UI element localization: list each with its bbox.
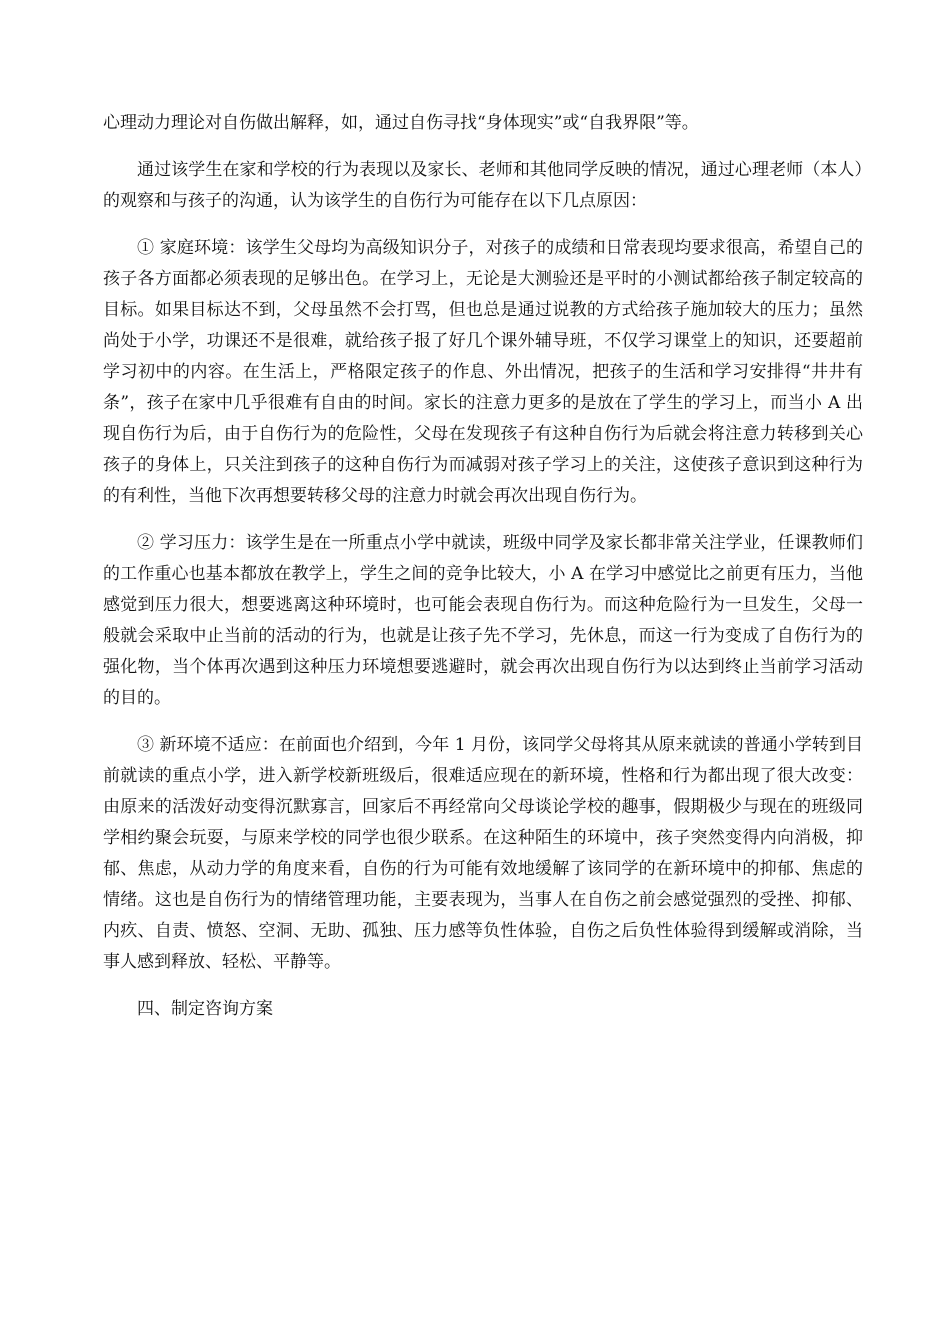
paragraph-family-environment: ① 家庭环境：该学生父母均为高级知识分子，对孩子的成绩和日常表现均要求很高，希望自己的孩子各方面都必须表现的足够出色。在学习上，无论是大测验还是平时的小测试都给孩子制定较高的目标。如果目标达不到，父母虽然不会打骂，但也总是通过说教的方式给孩子施加较大的压力；虽然尚处于小学，功课还不是很难，就给孩子报了好几个课外辅导班，不仅学习课堂上的知识，还要超前学习初中的内容。在生活上，严格限定孩子的作息、外出情况，把孩子的生活和学习安排得“井井有条”，孩子在家中几乎很难有自由的时间。家长的注意力更多的是放在了学生的学习上，而当小 A 出现自伤行为后，由于自伤行为的危险性，父母在发现孩子有这种自伤行为后就会将注意力转移到关心孩子的身体上，只关注到孩子的这种自伤行为而减弱对孩子学习上的关注，这使孩子意识到这种行为的有利性，当他下次再想要转移父母的注意力时就会再次出现自伤行为。 — [103, 238, 863, 506]
paragraph-causes-overview: 通过该学生在家和学校的行为表现以及家长、老师和其他同学反映的情况，通过心理老师（本人）的观察和与孩子的沟通，认为该学生的自伤行为可能存在以下几点原因： — [103, 160, 863, 211]
paragraph-intro-continuation: 心理动力理论对自伤做出解释，如，通过自伤寻找“身体现实”或“自我界限”等。 — [103, 113, 699, 133]
paragraph-study-pressure: ② 学习压力：该学生是在一所重点小学中就读，班级中同学及家长都非常关注学业，任课教师们的工作重心也基本都放在教学上，学生之间的竞争比较大，小 A 在学习中感觉比之前更有压力，当他感觉到压力很大，想要逃离这种环境时，也可能会表现自伤行为。而这种危险行为一旦发生，父母一般就会采取中止当前的活动的行为，也就是让孩子先不学习，先休息，而这一行为变成了自伤行为的强化物，当个体再次遇到这种压力环境想要逃避时，就会再次出现自伤行为以达到终止当前学习活动的目的。 — [103, 533, 863, 708]
document-body — [103, 108, 863, 1025]
section-heading: 四、制定咨询方案 — [137, 999, 273, 1019]
paragraph-new-environment: ③ 新环境不适应：在前面也介绍到，今年 1 月份，该同学父母将其从原来就读的普通小学转到目前就读的重点小学，进入新学校新班级后，很难适应现在的新环境，性格和行为都出现了很大改变：由原来的活泼好动变得沉默寡言，回家后不再经常向父母谈论学校的趣事，假期极少与现在的班级同学相约聚会玩耍，与原来学校的同学也很少联系。在这种陌生的环境中，孩子突然变得内向消极，抑郁、焦虑，从动力学的角度来看，自伤的行为可能有效地缓解了该同学的在新环境中的抑郁、焦虑的情绪。这也是自伤行为的情绪管理功能，主要表现为，当事人在自伤之前会感觉强烈的受挫、抑郁、内疚、自责、愤怒、空洞、无助、孤独、压力感等负性体验，自伤之后负性体验得到缓解或消除，当事人感到释放、轻松、平静等。 — [103, 735, 863, 972]
